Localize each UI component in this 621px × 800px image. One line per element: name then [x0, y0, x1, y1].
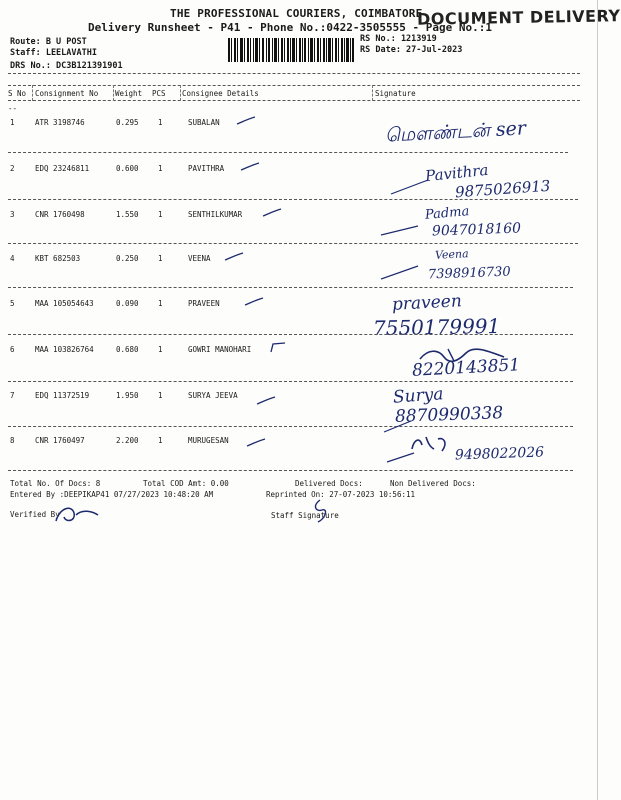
row-sno: 5: [10, 299, 15, 308]
staff-signature-label: Staff Signature: [271, 511, 339, 520]
pcs-value: 1: [158, 391, 163, 400]
handwritten-phone: 9498022026: [454, 444, 545, 464]
col-sno: S No: [8, 89, 27, 98]
handwritten-signature: Padma: [424, 204, 470, 223]
row-sno: 6: [10, 345, 15, 354]
weight-value: 0.680: [116, 345, 139, 354]
row-marker: --: [8, 104, 18, 113]
check-mark-icon: [270, 342, 286, 354]
row-sno: 1: [10, 118, 15, 127]
row-sno: 3: [10, 210, 15, 219]
check-mark-icon: [224, 252, 244, 262]
rs-number: RS No.: 1213919: [360, 34, 437, 44]
divider: [8, 100, 580, 101]
rs-date: RS Date: 27-Jul-2023: [360, 45, 463, 55]
consignment-number: KBT 682503: [35, 254, 81, 263]
row-divider: [8, 381, 573, 382]
row-divider: [8, 287, 573, 288]
handwritten-signature: Pavithra: [424, 160, 490, 186]
row-sno: 8: [10, 436, 15, 445]
handwritten-signature: Veena: [434, 247, 469, 262]
weight-value: 2.200: [116, 436, 139, 445]
consignment-number: MAA 105054643: [35, 299, 94, 308]
consignment-number: MAA 103826764: [35, 345, 94, 354]
pen-stroke: [386, 452, 416, 464]
col-consignment: Consignment No: [35, 89, 99, 98]
column-divider: [180, 85, 181, 101]
pcs-value: 1: [158, 345, 163, 354]
scan-edge: [597, 0, 598, 800]
divider: [8, 85, 580, 86]
pen-stroke: [390, 178, 430, 196]
pcs-value: 1: [158, 118, 163, 127]
row-sno: 4: [10, 254, 15, 263]
check-mark-icon: [236, 116, 256, 126]
handwritten-signature: Surya: [392, 384, 445, 408]
pen-stroke: [380, 225, 420, 237]
verified-by-label: Verified By: [10, 510, 60, 519]
consignment-number: EDQ 23246811: [35, 164, 90, 173]
delivered-docs: Delivered Docs:: [295, 479, 363, 488]
handwritten-signature: மௌண்டன் ser: [384, 117, 527, 147]
staff-signature: [308, 498, 334, 526]
consignee-name: MURUGESAN: [188, 436, 229, 445]
weight-value: 0.600: [116, 164, 139, 173]
consignee-name: VEENA: [188, 254, 211, 263]
non-delivered-docs: Non Delivered Docs:: [390, 479, 476, 488]
check-mark-icon: [244, 297, 264, 307]
col-consignee: Consignee Details: [182, 89, 259, 98]
divider: [8, 73, 580, 74]
weight-value: 0.295: [116, 118, 139, 127]
weight-value: 0.250: [116, 254, 139, 263]
verifier-signature: [52, 503, 102, 525]
consignment-number: EDQ 11372519: [35, 391, 90, 400]
column-divider: [32, 85, 33, 101]
weight-value: 1.550: [116, 210, 139, 219]
row-divider: [8, 199, 578, 200]
consignee-name: GOWRI MANOHARI: [188, 345, 252, 354]
pcs-value: 1: [158, 254, 163, 263]
handwritten-phone: 7550179991: [372, 313, 501, 341]
handwritten-phone: 8220143851: [411, 355, 521, 381]
check-mark-icon: [246, 438, 266, 448]
column-divider: [113, 85, 114, 101]
barcode: [228, 38, 354, 62]
consignee-name: SUBALAN: [188, 118, 220, 127]
column-divider: [372, 85, 373, 101]
entered-by: Entered By :DEEPIKAP41 07/27/2023 10:48:20 AM: [10, 490, 214, 499]
col-signature: Signature: [375, 89, 416, 98]
route-label: Route: B U POST: [10, 37, 87, 47]
consignment-number: ATR 3198746: [35, 118, 85, 127]
pcs-value: 1: [158, 210, 163, 219]
handwritten-signature: praveen: [391, 291, 463, 315]
company-title: THE PROFESSIONAL COURIERS, COIMBATORE: [170, 7, 423, 20]
document-delivery-stamp: DOCUMENT DELIVERY: [416, 6, 621, 29]
row-sno: 2: [10, 164, 15, 173]
row-divider: [8, 470, 573, 471]
pcs-value: 1: [158, 436, 163, 445]
pcs-value: 1: [158, 299, 163, 308]
check-mark-icon: [240, 162, 260, 172]
row-divider: [8, 152, 568, 153]
handwritten-phone: 9875026913: [454, 176, 551, 202]
consignee-name: PRAVEEN: [188, 299, 220, 308]
row-divider: [8, 334, 573, 335]
staff-label: Staff: LEELAVATHI: [10, 48, 97, 58]
row-sno: 7: [10, 391, 15, 400]
pcs-value: 1: [158, 164, 163, 173]
row-divider: [8, 426, 573, 427]
runsheet-subtitle: Delivery Runsheet - P41 - Phone No.:0422-3505555 - Page No.:1: [88, 21, 492, 34]
drs-number: DRS No.: DC3B121391901: [10, 61, 123, 71]
col-weight: Weight: [115, 89, 143, 98]
col-pcs: PCS: [152, 89, 166, 98]
consignment-number: CNR 1760497: [35, 436, 85, 445]
pen-stroke: [380, 265, 420, 281]
check-mark-icon: [256, 396, 276, 406]
consignee-name: SURYA JEEVA: [188, 391, 238, 400]
check-mark-icon: [262, 208, 282, 218]
consignee-name: SENTHILKUMAR: [188, 210, 243, 219]
pen-stroke: [383, 420, 413, 434]
consignment-number: CNR 1760498: [35, 210, 85, 219]
handwritten-phone: 8870990338: [394, 403, 504, 427]
weight-value: 0.090: [116, 299, 139, 308]
handwritten-phone: 7398916730: [427, 264, 511, 283]
total-docs: Total No. Of Docs: 8: [10, 479, 101, 488]
row-divider: [8, 243, 578, 244]
total-cod: Total COD Amt: 0.00: [143, 479, 229, 488]
consignee-name: PAVITHRA: [188, 164, 225, 173]
handwritten-phone: 9047018160: [431, 220, 522, 240]
reprinted-on: Reprinted On: 27-07-2023 10:56:11: [266, 490, 416, 499]
weight-value: 1.950: [116, 391, 139, 400]
